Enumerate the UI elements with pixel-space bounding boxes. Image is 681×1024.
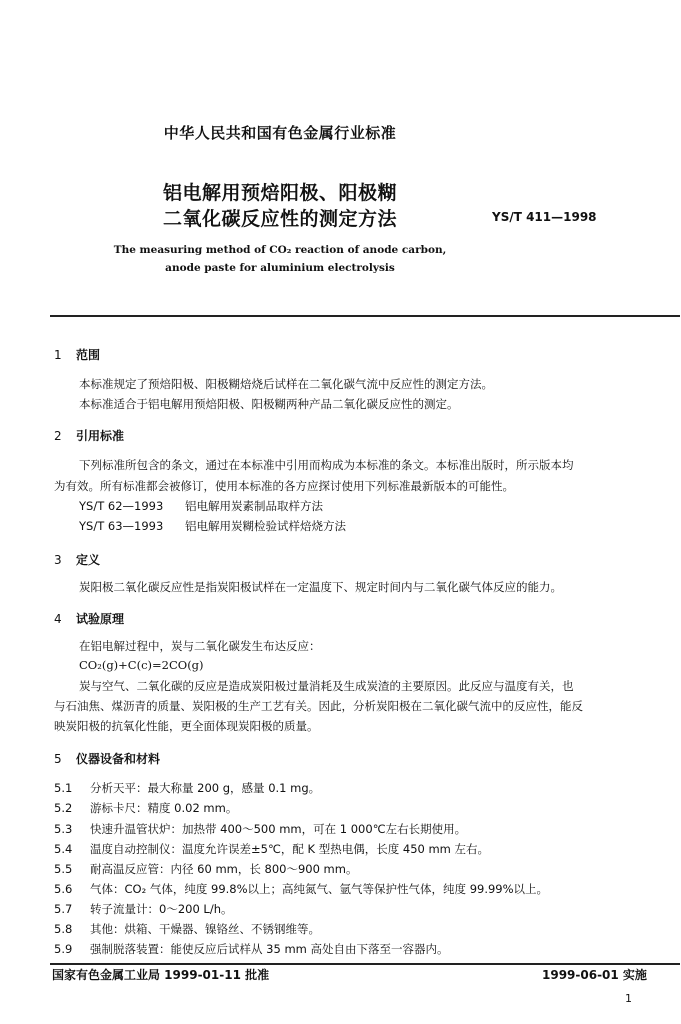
english-title-line-2: anode paste for aluminium electrolysis (165, 262, 395, 274)
list-item (54, 921, 320, 937)
document-title-line-1: 铝电解用预焙阳极、阳极糊 (162, 182, 397, 204)
item-number: 5.9 (54, 942, 73, 956)
item-text: 其他：烘箱、干燥器、镍铬丝、不锈钢维等。 (90, 922, 320, 936)
page-number: 1 (625, 992, 632, 1005)
section-number: 5 (54, 752, 62, 766)
header-divider (50, 315, 680, 317)
item-number: 5.3 (54, 822, 73, 836)
item-text: 游标卡尺：精度 0.02 mm。 (90, 801, 238, 815)
item-number: 5.6 (54, 882, 73, 896)
item-text: 分析天平：最大称量 200 g，感量 0.1 mg。 (90, 781, 321, 795)
list-item (54, 821, 466, 837)
english-title-line-1: The measuring method of CO₂ reaction of anode carbon, (113, 244, 447, 256)
item-number: 5.2 (54, 801, 73, 815)
list-item (54, 841, 489, 857)
item-text: 强制脱落装置：能使反应后试样从 35 mm 高处自由下落至一容器内。 (90, 942, 449, 956)
item-text: 温度自动控制仪：温度允许误差±5℃，配 K 型热电偶，长度 450 mm 左右。 (90, 842, 490, 856)
standard-number: YS/T 411—1998 (492, 210, 597, 224)
item-text: 转子流量计：0～200 L/h。 (90, 902, 233, 916)
paragraph-line: 在铝电解过程中，炭与二氧化碳发生布达反应： (79, 639, 321, 653)
list-item (54, 881, 548, 897)
section-number: 4 (54, 612, 62, 626)
section-number: 1 (54, 348, 62, 362)
section-4-heading (54, 610, 124, 627)
section-2-heading (54, 427, 124, 444)
paragraph-line: 下列标准所包含的条文，通过在本标准中引用而构成为本标准的条文。本标准出版时，所示版本均 (79, 458, 574, 472)
section-title: 范围 (76, 348, 101, 362)
list-item (54, 780, 320, 796)
item-number: 5.5 (54, 862, 73, 876)
approval-line: 国家有色金属工业局 1999-01-11 批准 (52, 968, 270, 982)
paragraph-line: 炭与空气、二氧化碳的反应是造成炭阳极过量消耗及生成炭渣的主要原因。此反应与温度有关，也 (79, 679, 574, 693)
list-item (54, 800, 237, 816)
paragraph: 炭阳极二氧化碳反应性是指炭阳极试样在一定温度下、规定时间内与二氧化碳气体反应的能力。 (79, 580, 562, 594)
chemical-equation: CO₂(g)+C(c)=2CO(g) (79, 658, 204, 672)
reference-title: 铝电解用炭素制品取样方法 (185, 499, 323, 513)
item-text: 耐高温反应管：内径 60 mm，长 800～900 mm。 (90, 862, 358, 876)
section-1-heading (54, 346, 100, 363)
item-text: 气体：CO₂ 气体，纯度 99.8%以上；高纯氮气、氩气等保护性气体，纯度 99.99%以上。 (90, 882, 549, 896)
paragraph: 本标准规定了预焙阳极、阳极糊焙烧后试样在二氧化碳气流中反应性的测定方法。 (79, 377, 493, 391)
reference-code: YS/T 63—1993 (79, 519, 164, 533)
paragraph-line: 为有效。所有标准都会被修订，使用本标准的各方应探讨使用下列标准最新版本的可能性。 (54, 479, 514, 493)
list-item (54, 861, 357, 877)
reference-code: YS/T 62—1993 (79, 499, 164, 513)
document-title-line-2: 二氧化碳反应性的测定方法 (162, 208, 397, 230)
section-5-heading (54, 750, 160, 767)
footer-divider (50, 963, 680, 965)
section-title: 试验原理 (76, 612, 125, 626)
item-number: 5.4 (54, 842, 73, 856)
section-title: 仪器设备和材料 (76, 752, 161, 766)
implementation-date: 1999-06-01 实施 (542, 968, 647, 982)
item-number: 5.1 (54, 781, 73, 795)
reference-title: 铝电解用炭糊检验试样焙烧方法 (185, 519, 346, 533)
item-text: 快速升温管状炉：加热带 400～500 mm，可在 1 000℃左右长期使用。 (90, 822, 467, 836)
reference-item (79, 518, 346, 534)
paragraph: 本标准适合于铝电解用预焙阳极、阳极糊两种产品二氧化碳反应性的测定。 (79, 397, 459, 411)
section-title: 定义 (76, 553, 101, 567)
section-number: 2 (54, 429, 62, 443)
list-item (54, 941, 449, 957)
section-title: 引用标准 (76, 429, 125, 443)
list-item (54, 901, 233, 917)
section-3-heading (54, 551, 100, 568)
item-number: 5.8 (54, 922, 73, 936)
paragraph-line: 映炭阳极的抗氧化性能，更全面体现炭阳极的质量。 (54, 719, 319, 733)
item-number: 5.7 (54, 902, 73, 916)
publisher-title: 中华人民共和国有色金属行业标准 (163, 124, 397, 142)
section-number: 3 (54, 553, 62, 567)
paragraph-line: 与石油焦、煤沥青的质量、炭阳极的生产工艺有关。因此，分析炭阳极在二氧化碳气流中的反应性，能反 (54, 699, 583, 713)
reference-item (79, 498, 323, 514)
